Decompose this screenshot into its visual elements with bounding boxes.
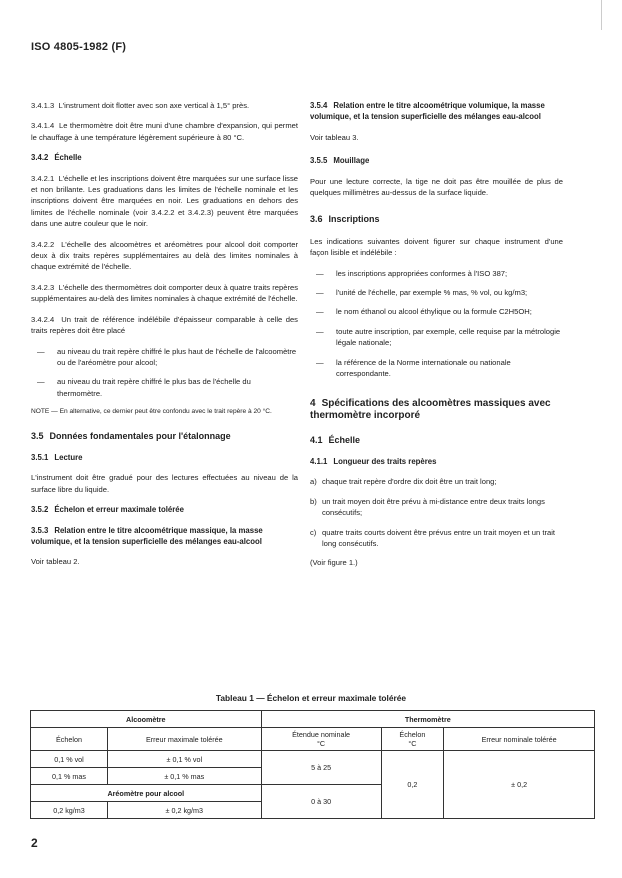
heading-3-5-5: 3.5.5 Mouillage xyxy=(310,156,370,166)
heading-4-1-1: 4.1.1 Longueur des traits repères xyxy=(310,456,437,466)
running-header: ISO 4805-1982 (F) xyxy=(31,41,127,53)
table-1 xyxy=(30,710,595,819)
para-3-4-2-1: 3.4.2.1 L'échelle et les inscriptions doivent être marquées sur une surface lisse et non brillante. Les graduations dans les limites de l'échelle nominale et les inscriptions doivent être marquées en noir. Les graduations en dehors des limites de l'échelle nominale (voir 3.4.2.2 et 3.4.2.3) peuvent être marquées dans une autre couleur que le noir. xyxy=(31,173,298,229)
list-item: — la référence de la Norme internationale ou nationale correspondante. xyxy=(316,357,511,379)
col-header: Échelon xyxy=(31,728,108,751)
heading-3-5-3: 3.5.3 Relation entre le titre alcoométrique massique, la masse volumique, et la tension superficielle des mélanges eau-alcool xyxy=(31,525,263,546)
table-cell: 0,1 % mas xyxy=(31,768,108,785)
para-3-4-2-3: 3.4.2.3 L'échelle des thermomètres doit comporter deux à quatre traits repères supplémentaires au-delà des limites nominales à chaque extrémité de l'échelle. xyxy=(31,282,298,304)
page-number: 2 xyxy=(31,836,38,850)
heading-3-5-2: 3.5.2 Échelon et erreur maximale tolérée xyxy=(31,505,184,515)
para-3-4-1-3: 3.4.1.3 L'instrument doit flotter avec son axe vertical à 1,5° près. xyxy=(31,101,250,110)
table-cell: 0,1 % vol xyxy=(31,751,108,768)
heading-3-5: 3.5 Données fondamentales pour l'étalonnage xyxy=(31,430,231,441)
table-cell: 5 à 25 xyxy=(261,751,381,785)
table-subheader: Aréomètre pour alcool xyxy=(31,785,262,802)
table-cell: ± 0,2 kg/m3 xyxy=(108,802,262,819)
table-cell: ± 0,1 % vol xyxy=(108,751,262,768)
list-item: a) chaque trait repère d'ordre dix doit être un trait long; xyxy=(310,477,497,487)
list-item: — au niveau du trait repère chiffré le plus haut de l'échelle de l'alcoomètre ou de l'aréomètre pour alcool; xyxy=(37,346,297,367)
list-item: — le nom éthanol ou alcool éthylique ou la formule C2H5OH; xyxy=(316,307,532,317)
table-cell: 0,2 xyxy=(381,751,444,819)
para-3-5-3: Voir tableau 2. xyxy=(31,557,80,567)
table-cell: 0 à 30 xyxy=(261,785,381,819)
para-3-5-5: Pour une lecture correcte, la tige ne doit pas être mouillée de plus de quelques millimètres au-dessus de la surface liquide. xyxy=(310,176,563,198)
left-column xyxy=(31,100,298,577)
list-item: c) quatre traits courts doivent être prévus entre un trait moyen et un trait long consécutifs. xyxy=(310,527,555,548)
para-3-4-1-4: 3.4.1.4 Le thermomètre doit être muni d'une chambre d'expansion, qui permet le chauffage à une température légèrement supérieure à 80 °C. xyxy=(31,121,298,142)
group-header-thermometre: Thermomètre xyxy=(261,711,594,728)
col-header: Erreur maximale tolérée xyxy=(108,728,262,751)
para-3-4-2-4: 3.4.2.4 Un trait de référence indélébile d'épaisseur comparable à celle des traits repères doit être placé xyxy=(31,314,298,336)
para-3-5-1: L'instrument doit être gradué pour des lectures effectuées au niveau de la surface libre du liquide. xyxy=(31,473,298,494)
heading-3-5-4: 3.5.4 Relation entre le titre alcoométrique volumique, la masse volumique, et la tension superficielle des mélanges eau-alcool xyxy=(310,101,545,122)
heading-3-5-1: 3.5.1 Lecture xyxy=(31,452,83,462)
heading-3-6: 3.6 Inscriptions xyxy=(310,214,380,225)
list-item: b) un trait moyen doit être prévu à mi-distance entre deux traits longs consécutifs; xyxy=(310,496,545,518)
col-header: Échelon °C xyxy=(381,728,444,751)
note: NOTE — En alternative, ce dernier peut être confondu avec le trait repère à 20 °C. xyxy=(31,408,272,416)
heading-4-1: 4.1 Échelle xyxy=(310,434,361,445)
table-cell: 0,2 kg/m3 xyxy=(31,802,108,819)
para-3-5-4: Voir tableau 3. xyxy=(310,132,359,142)
heading-4: 4 Spécifications des alcoomètres massiques avec thermomètre incorporé xyxy=(310,397,551,421)
list-item: — toute autre inscription, par exemple, celle requise par la métrologie légale nationale; xyxy=(316,326,561,348)
table-row xyxy=(31,711,595,728)
right-column xyxy=(310,100,563,578)
list-item: — les inscriptions appropriées conformes à l'ISO 387; xyxy=(316,268,508,278)
heading-3-4-2: 3.4.2 Échelle xyxy=(31,153,82,163)
table-caption: Tableau 1 — Échelon et erreur maximale tolérée xyxy=(215,693,407,703)
figure-reference: (Voir figure 1.) xyxy=(310,558,358,568)
page-edge-mark xyxy=(601,0,602,30)
table-row xyxy=(31,751,595,768)
col-header: Étendue nominale °C xyxy=(261,728,381,751)
para-3-6: Les indications suivantes doivent figurer sur chaque instrument d'une façon lisible et indélébile : xyxy=(310,236,563,258)
col-header: Erreur nominale tolérée xyxy=(444,728,595,751)
list-item: — au niveau du trait repère chiffré le plus bas de l'échelle du thermomètre. xyxy=(37,377,251,398)
list-item: — l'unité de l'échelle, par exemple % mas, % vol, ou kg/m3; xyxy=(316,288,528,298)
table-cell: ± 0,1 % mas xyxy=(108,768,262,785)
table-cell: ± 0,2 xyxy=(444,751,595,819)
group-header-alcoometre: Alcoomètre xyxy=(31,711,262,728)
table-row xyxy=(31,728,595,751)
para-3-4-2-2: 3.4.2.2 L'échelle des alcoomètres et aréomètres pour alcool doit comporter deux à dix traits repères supplémentaires au delà des limites nominales à chaque extrémité de l'échelle. xyxy=(31,239,298,272)
